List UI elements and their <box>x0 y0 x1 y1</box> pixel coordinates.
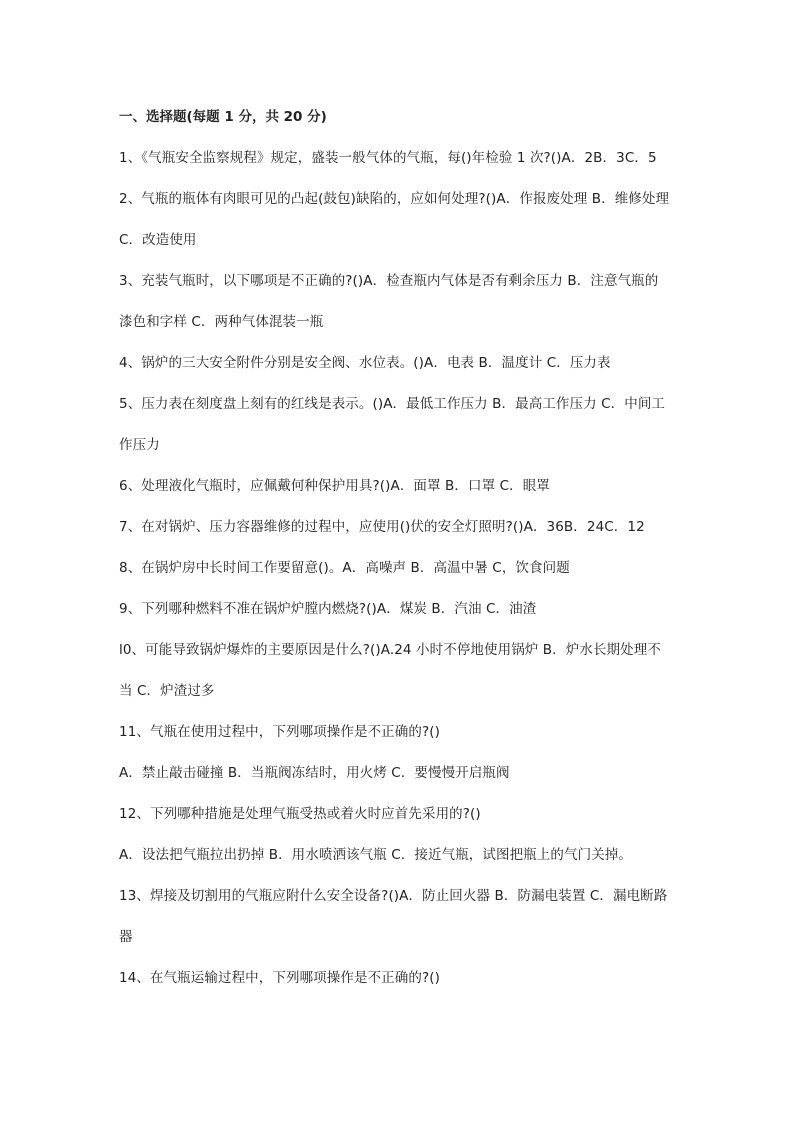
question-list <box>119 145 679 992</box>
question-line: 当 C．炉渣过多 <box>119 683 215 699</box>
question-line: 6、处理液化气瓶时，应佩戴何种保护用具?()A．面罩 B．口罩 C．眼罩 <box>119 478 550 494</box>
question-line: 9、下列哪种燃料不准在锅炉炉膛内燃烧?()A．煤炭 B．汽油 C．油渣 <box>119 601 537 617</box>
question-line: A．禁止敲击碰撞 B．当瓶阀冻结时，用火烤 C．要慢慢开启瓶阀 <box>119 765 510 781</box>
question-line: 14、在气瓶运输过程中，下列哪项操作是不正确的?() <box>119 970 440 986</box>
question-line: 1、《气瓶安全监察规程》规定，盛装一般气体的气瓶，每()年检验 1 次?()A．2B．3C．5 <box>119 150 657 166</box>
question-line: 4、锅炉的三大安全附件分别是安全阀、水位表。()A．电表 B．温度计 C．压力表 <box>119 355 611 371</box>
question-line: 12、下列哪种措施是处理气瓶受热或着火时应首先采用的?() <box>119 806 481 822</box>
question-line: 13、焊接及切割用的气瓶应附什么安全设备?()A．防止回火器 B．防漏电装置 C．漏电断路 <box>119 888 668 904</box>
document-content <box>119 104 679 1006</box>
question-line: A．设法把气瓶拉出扔掉 B．用水喷洒该气瓶 C．接近气瓶，试图把瓶上的气门关掉。 <box>119 847 633 863</box>
question-line: 5、压力表在刻度盘上刻有的红线是表示。()A．最低工作压力 B．最高工作压力 C．中间工 <box>119 396 666 412</box>
question-line: C．改造使用 <box>119 232 197 248</box>
question-line: 11、气瓶在使用过程中，下列哪项操作是不正确的?() <box>119 724 440 740</box>
question-line: 2、气瓶的瓶体有肉眼可见的凸起(鼓包)缺陷的，应如何处理?()A．作报废处理 B．维修处理 <box>119 191 670 207</box>
question-line: 7、在对锅炉、压力容器维修的过程中，应使用()伏的安全灯照明?()A．36B．24C．12 <box>119 519 645 535</box>
question-line: 8、在锅炉房中长时间工作要留意()。A．高噪声 B．高温中暑 C，饮食问题 <box>119 560 570 576</box>
question-line: 器 <box>119 929 133 945</box>
question-line: l0、可能导致锅炉爆炸的主要原因是什么?()A.24 小时不停地使用锅炉 B．炉水长期处理不 <box>119 642 661 658</box>
question-line: 作压力 <box>119 437 160 453</box>
question-line: 3、充装气瓶时，以下哪项是不正确的?()A．检查瓶内气体是否有剩余压力 B．注意气瓶的 <box>119 273 659 289</box>
section-heading: 一、选择题(每题 1 分，共 20 分) <box>119 109 327 125</box>
question-line: 漆色和字样 C．两种气体混装一瓶 <box>119 314 324 330</box>
